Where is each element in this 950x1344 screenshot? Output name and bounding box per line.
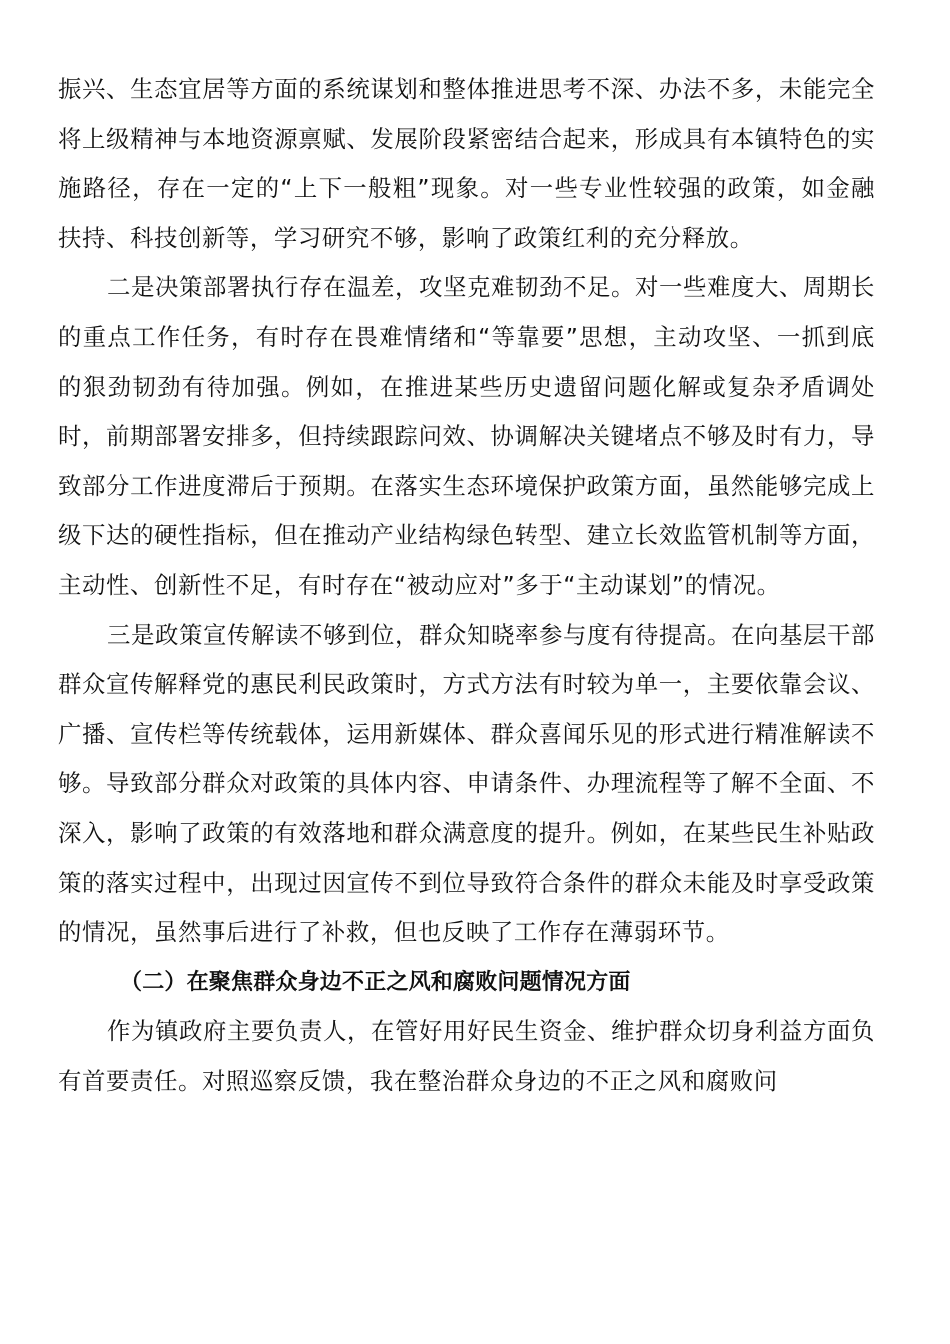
paragraph-point-two-execution: 二是决策部署执行存在温差，攻坚克难韧劲不足。对一些难度大、周期长的重点工作任务，有时存在畏难情绪和“等靠要”思想，主动攻坚、一抓到底的狠劲韧劲有待加强。例如，在推进某些历史遗留问题化解或复杂矛盾调处时，前期部署安排多，但持续跟踪问效、协调解决关键堵点不够及时有力，导致部分工作进度滞后于预期。在落实生态环境保护政策方面，虽然能够完成上级下达的硬性指标，但在推动产业结构绿色转型、建立长效监管机制等方面，主动性、创新性不足，有时存在“被动应对”多于“主动谋划”的情况。 xyxy=(58,273,875,599)
paragraph-point-three-publicity: 三是政策宣传解读不够到位，群众知晓率参与度有待提高。在向基层干部群众宣传解释党的惠民利民政策时，方式方法有时较为单一，主要依靠会议、广播、宣传栏等传统载体，运用新媒体、群众喜闻乐见的形式进行精准解读不够。导致部分群众对政策的具体内容、申请条件、办理流程等了解不全面、不深入，影响了政策的有效落地和群众满意度的提升。例如，在某些民生补贴政策的落实过程中，出现过因宣传不到位导致符合条件的群众未能及时享受政策的情况，虽然事后进行了补救，但也反映了工作存在薄弱环节。 xyxy=(58,620,875,947)
paragraph-continued-policy-study: 振兴、生态宜居等方面的系统谋划和整体推进思考不深、办法不多，未能完全将上级精神与本地资源禀赋、发展阶段紧密结合起来，形成具有本镇特色的实施路径，存在一定的“上下一般粗”现象。对一些专业性较强的政策，如金融扶持、科技创新等，学习研究不够，影响了政策红利的充分释放。 xyxy=(58,75,875,252)
section-heading-two: （二）在聚焦群众身边不正之风和腐败问题情况方面 xyxy=(120,969,631,995)
paragraph-section-two-intro: 作为镇政府主要负责人，在管好用好民生资金、维护群众切身利益方面负有首要责任。对照巡察反馈，我在整治群众身边的不正之风和腐败问 xyxy=(58,1017,875,1095)
document-page xyxy=(58,65,875,1106)
